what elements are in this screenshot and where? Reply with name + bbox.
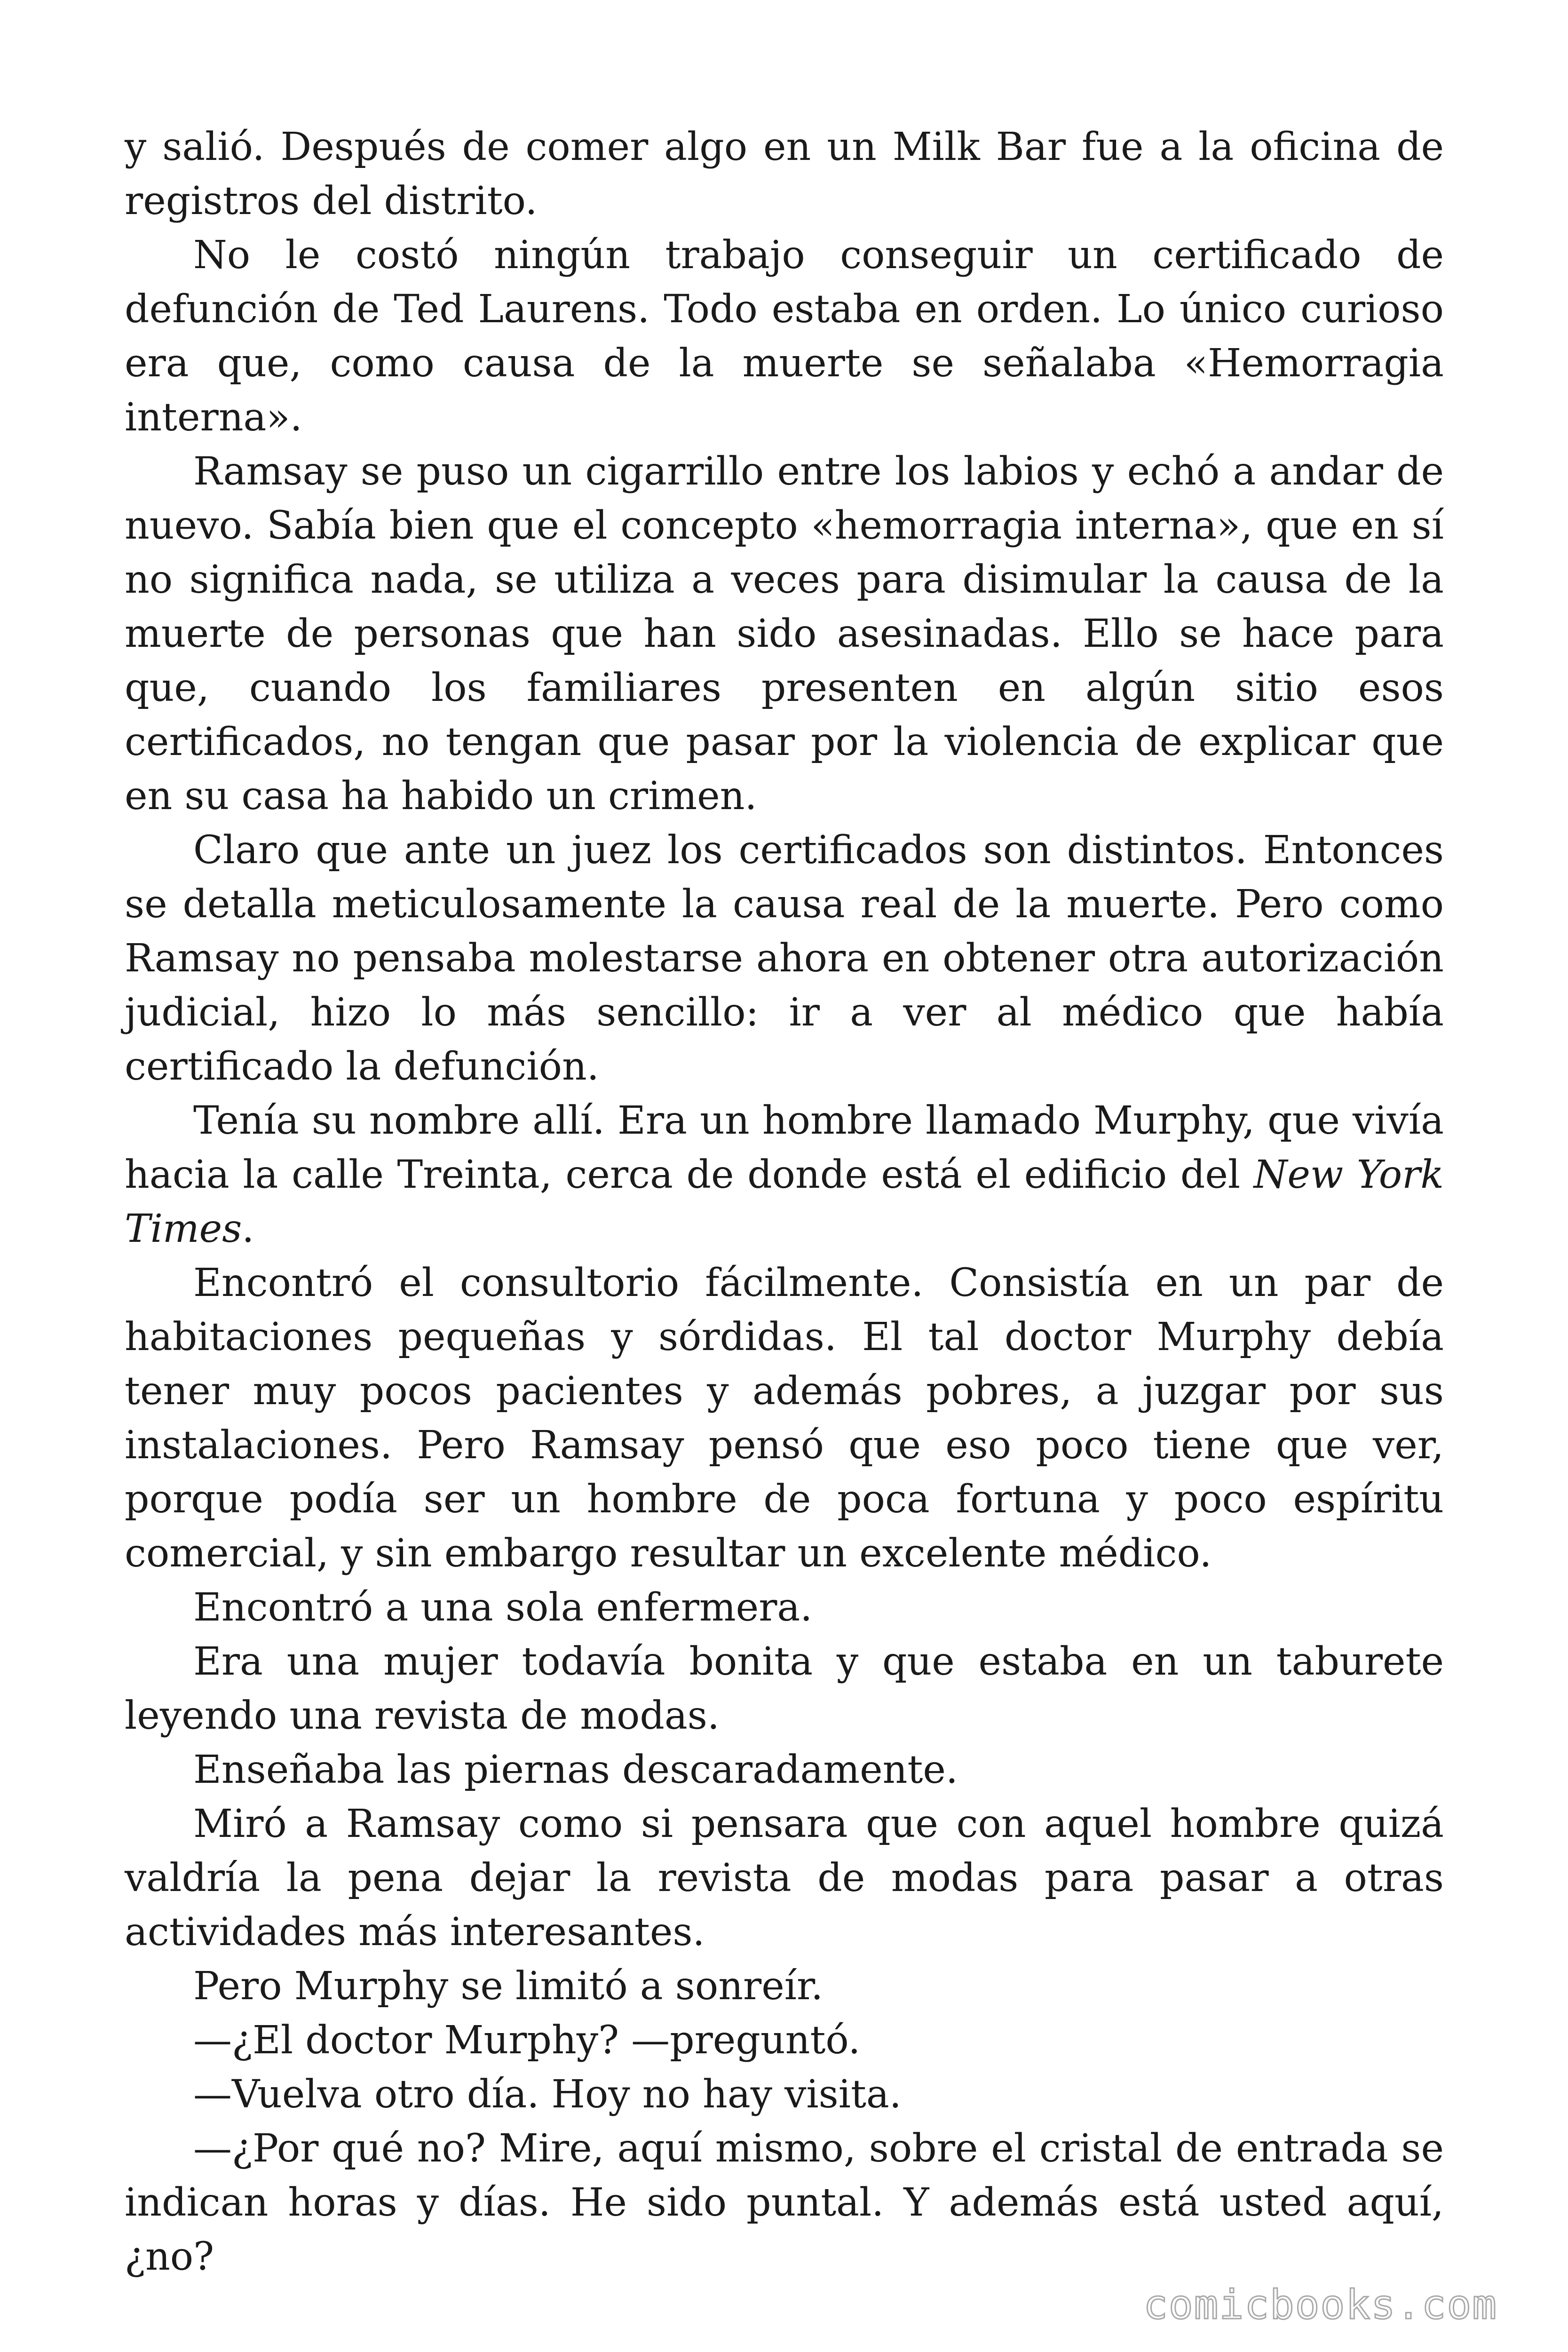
paragraph-5-end: . [242, 1207, 254, 1251]
newspaper-title: New York Times [125, 1152, 1444, 1251]
paragraph-5-text: Tenía su nombre allí. Era un hombre llamado Murphy, que vivía hacia la calle Treinta, cerca de donde está el edificio del [125, 1098, 1444, 1197]
paragraph-5 [125, 1094, 1444, 1256]
body-text [125, 120, 1444, 2284]
paragraph-11: Pero Murphy se limitó a sonreír. [193, 1964, 824, 2009]
paragraph-10: Miró a Ramsay como si pensara que con aquel hombre quizá valdría la pena dejar la revista de modas para pasar a otras actividades más interesantes. [125, 1802, 1444, 1955]
dialogue-line-2: —Vuelva otro día. Hoy no hay visita. [193, 2072, 902, 2117]
dialogue-line-1: —¿El doctor Murphy? —preguntó. [193, 2018, 861, 2063]
dialogue-line-3: —¿Por qué no? Mire, aquí mismo, sobre el cristal de entrada se indican horas y días. He sido puntal. Y además está usted aquí, ¿no? [125, 2126, 1444, 2279]
paragraph-6: Encontró el consultorio fácilmente. Consistía en un par de habitaciones pequeñas y sórdidas. El tal doctor Murphy debía tener muy pocos pacientes y además pobres, a juzgar por sus instalaciones. Pero Ramsay pensó que eso poco tiene que ver, porque podía ser un hombre de poca fortuna y poco espíritu comercial, y sin embargo resultar un excelente médico. [125, 1261, 1444, 1576]
paragraph-8: Era una mujer todavía bonita y que estaba en un taburete leyendo una revista de modas. [125, 1639, 1444, 1738]
site-watermark: comicbooks.com [1143, 2281, 1497, 2328]
paragraph-9: Enseñaba las piernas descaradamente. [193, 1748, 958, 1792]
paragraph-2: No le costó ningún trabajo conseguir un certificado de defunción de Ted Laurens. Todo estaba en orden. Lo único curioso era que, como causa de la muerte se señalaba «Hemorragia interna». [125, 233, 1444, 440]
paragraph-4: Claro que ante un juez los certificados son distintos. Entonces se detalla meticulosamente la causa real de la muerte. Pero como Ramsay no pensaba molestarse ahora en obtener otra autorización judicial, hizo lo más sencillo: ir a ver al médico que había certificado la defunción. [125, 828, 1444, 1089]
paragraph-1: y salió. Después de comer algo en un Milk Bar fue a la oficina de registros del distrito. [125, 125, 1444, 223]
paragraph-3: Ramsay se puso un cigarrillo entre los labios y echó a andar de nuevo. Sabía bien que el concepto «hemorragia interna», que en sí no significa nada, se utiliza a veces para disimular la causa de la muerte de personas que han sido asesinadas. Ello se hace para que, cuando los familiares presenten en algún sitio esos certificados, no tengan que pasar por la violencia de explicar que en su casa ha habido un crimen. [125, 449, 1444, 818]
paragraph-7: Encontró a una sola enfermera. [193, 1585, 813, 1630]
